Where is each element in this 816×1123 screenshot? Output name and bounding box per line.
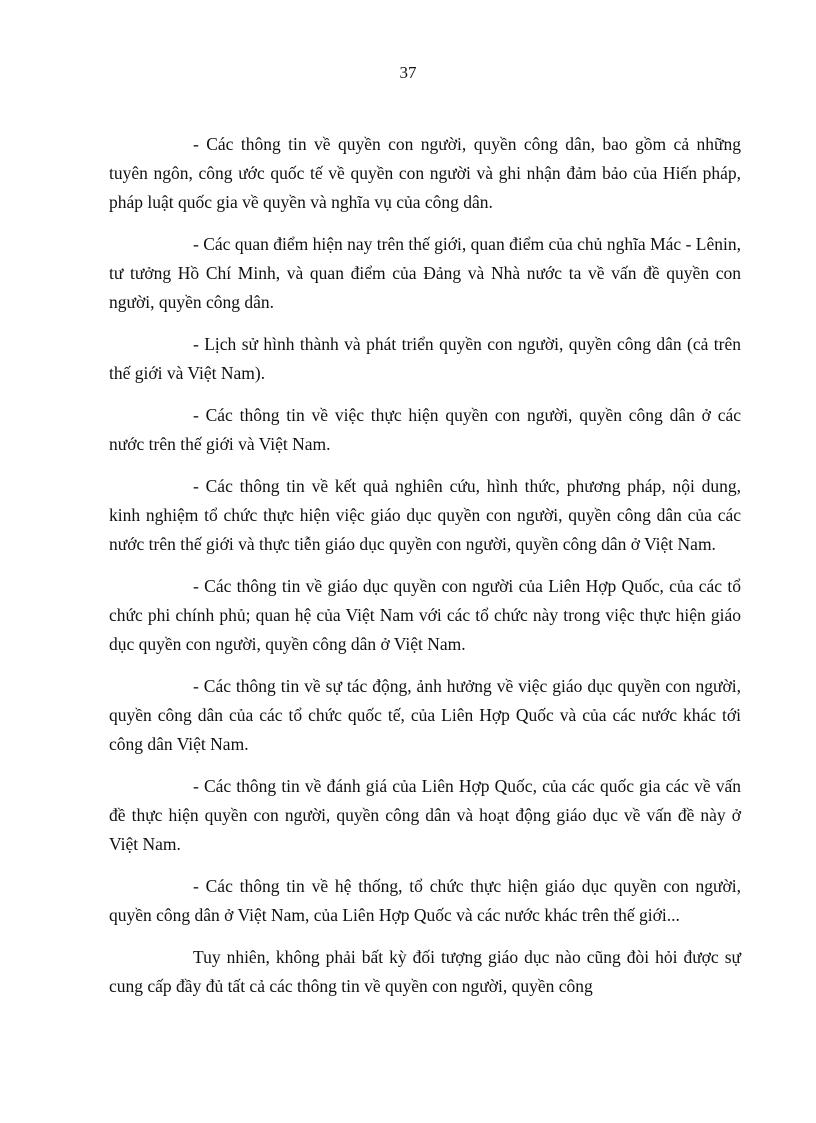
page-number: 37 [399,63,417,82]
paragraph-3: - Lịch sử hình thành và phát triển quyền con người, quyền công dân (cả trên thế giới và Việt Nam). [109,334,741,383]
paragraph-2: - Các quan điểm hiện nay trên thế giới, quan điểm của chủ nghĩa Mác - Lênin, tư tưởng Hồ Chí Minh, và quan điểm của Đảng và Nhà nước ta về vấn đề quyền con người, quyền công dân. [109,234,741,312]
paragraph-8: - Các thông tin về đánh giá của Liên Hợp Quốc, của các quốc gia các về vấn đề thực hiện quyền con người, quyền công dân và hoạt động giáo dục về vấn đề này ở Việt Nam. [109,776,741,854]
paragraph-7: - Các thông tin về sự tác động, ảnh hưởng về việc giáo dục quyền con người, quyền công dân của các tổ chức quốc tế, của Liên Hợp Quốc và của các nước khác tới công dân Việt Nam. [109,676,741,754]
paragraph-4: - Các thông tin về việc thực hiện quyền con người, quyền công dân ở các nước trên thế giới và Việt Nam. [109,405,741,454]
page-body [109,130,741,1001]
paragraph-5: - Các thông tin về kết quả nghiên cứu, hình thức, phương pháp, nội dung, kinh nghiệm tổ chức thực hiện việc giáo dục quyền con người, quyền công dân của các nước trên thế giới và thực tiễn giáo dục quyền con người, quyền công dân ở Việt Nam. [109,476,741,554]
paragraph-10: Tuy nhiên, không phải bất kỳ đối tượng giáo dục nào cũng đòi hỏi được sự cung cấp đầy đủ tất cả các thông tin về quyền con người, quyền công [109,947,741,996]
paragraph-6: - Các thông tin về giáo dục quyền con người của Liên Hợp Quốc, của các tổ chức phi chính phủ; quan hệ của Việt Nam với các tổ chức này trong việc thực hiện giáo dục quyền con người, quyền công dân ở Việt Nam. [109,576,741,654]
paragraph-9: - Các thông tin về hệ thống, tổ chức thực hiện giáo dục quyền con người, quyền công dân ở Việt Nam, của Liên Hợp Quốc và các nước khác trên thế giới... [109,876,741,925]
paragraph-1: - Các thông tin về quyền con người, quyền công dân, bao gồm cả những tuyên ngôn, công ước quốc tế về quyền con người và ghi nhận đảm bảo của Hiến pháp, pháp luật quốc gia về quyền và nghĩa vụ của công dân. [109,134,741,212]
